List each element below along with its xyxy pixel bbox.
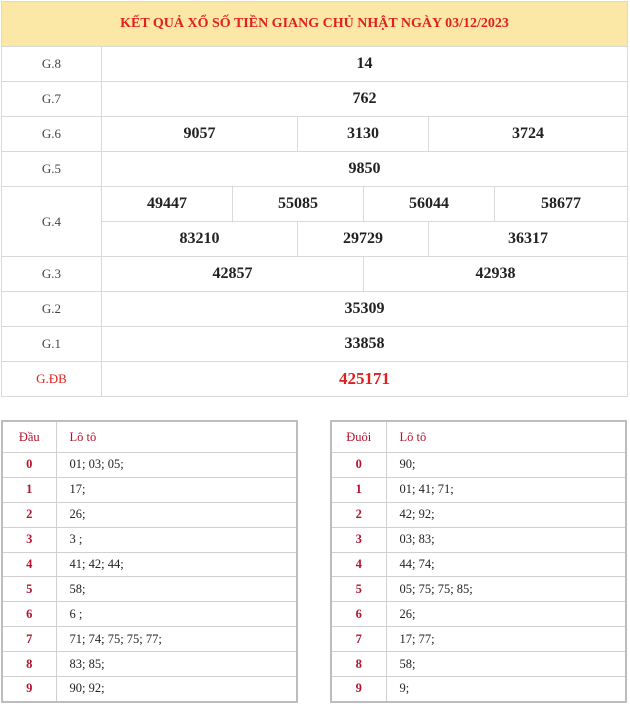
prize-row-special	[2, 362, 628, 397]
digit-cell: 7	[331, 627, 386, 652]
table-row	[331, 602, 626, 627]
results-table	[1, 1, 628, 397]
prize-label: G.2	[2, 292, 102, 327]
digit-cell: 7	[2, 627, 56, 652]
digit-cell: 1	[331, 477, 386, 502]
prize-label: G.6	[2, 117, 102, 152]
loto-header: Lô tô	[56, 421, 297, 453]
loto-cell: 90; 92;	[56, 677, 297, 702]
loto-cell: 6 ;	[56, 602, 297, 627]
table-row	[2, 453, 297, 478]
duoi-header: Đuôi	[331, 421, 386, 453]
special-prize-label: G.ĐB	[2, 362, 102, 397]
prize-row-g5	[2, 152, 628, 187]
loto-cell: 03; 83;	[386, 527, 626, 552]
loto-cell: 71; 74; 75; 75; 77;	[56, 627, 297, 652]
loto-cell: 44; 74;	[386, 552, 626, 577]
loto-cell: 01; 03; 05;	[56, 453, 297, 478]
digit-cell: 0	[331, 453, 386, 478]
digit-cell: 6	[331, 602, 386, 627]
prize-number: 58677	[495, 187, 628, 222]
digit-cell: 9	[2, 677, 56, 702]
table-row	[2, 527, 297, 552]
duoi-loto-table	[330, 420, 627, 703]
prize-number: 49447	[102, 187, 233, 222]
loto-cell: 17; 77;	[386, 627, 626, 652]
loto-header: Lô tô	[386, 421, 626, 453]
table-row	[331, 577, 626, 602]
digit-cell: 3	[2, 527, 56, 552]
table-row	[331, 677, 626, 702]
digit-cell: 4	[331, 552, 386, 577]
prize-number: 14	[102, 47, 628, 82]
prize-number: 36317	[429, 222, 628, 257]
prize-label: G.8	[2, 47, 102, 82]
digit-cell: 8	[331, 652, 386, 677]
prize-label: G.4	[2, 187, 102, 257]
table-row	[331, 652, 626, 677]
table-row	[2, 652, 297, 677]
special-prize-number: 425171	[102, 362, 628, 397]
prize-row-g6	[2, 117, 628, 152]
prize-number: 9057	[102, 117, 298, 152]
prize-row-g1	[2, 327, 628, 362]
digit-cell: 0	[2, 453, 56, 478]
prize-number: 33858	[102, 327, 628, 362]
table-row	[331, 627, 626, 652]
table-row	[2, 677, 297, 702]
prize-number: 3130	[298, 117, 429, 152]
loto-cell: 26;	[56, 502, 297, 527]
prize-row-g4	[2, 187, 628, 222]
loto-cell: 05; 75; 75; 85;	[386, 577, 626, 602]
loto-cell: 42; 92;	[386, 502, 626, 527]
loto-cell: 41; 42; 44;	[56, 552, 297, 577]
prize-number: 3724	[429, 117, 628, 152]
prize-row-g7	[2, 82, 628, 117]
prize-label: G.7	[2, 82, 102, 117]
prize-row-g2	[2, 292, 628, 327]
table-row	[331, 552, 626, 577]
digit-cell: 5	[2, 577, 56, 602]
prize-row-g8	[2, 47, 628, 82]
table-row	[2, 577, 297, 602]
prize-number: 35309	[102, 292, 628, 327]
loto-cell: 58;	[56, 577, 297, 602]
loto-cell: 17;	[56, 477, 297, 502]
table-row	[331, 502, 626, 527]
prize-label: G.5	[2, 152, 102, 187]
prize-number: 762	[102, 82, 628, 117]
digit-cell: 4	[2, 552, 56, 577]
loto-cell: 01; 41; 71;	[386, 477, 626, 502]
prize-number: 83210	[102, 222, 298, 257]
loto-cell: 9;	[386, 677, 626, 702]
digit-cell: 2	[331, 502, 386, 527]
digit-cell: 6	[2, 602, 56, 627]
digit-cell: 8	[2, 652, 56, 677]
digit-cell: 1	[2, 477, 56, 502]
table-row	[331, 477, 626, 502]
prize-number: 55085	[233, 187, 364, 222]
page-title: KẾT QUẢ XỔ SỐ TIỀN GIANG CHỦ NHẬT NGÀY 03/12/2023	[2, 2, 628, 47]
digit-cell: 3	[331, 527, 386, 552]
table-row	[2, 502, 297, 527]
table-row	[331, 453, 626, 478]
dau-header: Đầu	[2, 421, 56, 453]
prize-label: G.1	[2, 327, 102, 362]
table-row	[2, 552, 297, 577]
digit-cell: 5	[331, 577, 386, 602]
prize-number: 9850	[102, 152, 628, 187]
prize-number: 42938	[364, 257, 628, 292]
prize-number: 29729	[298, 222, 429, 257]
prize-row-g3	[2, 257, 628, 292]
loto-cell: 26;	[386, 602, 626, 627]
loto-cell: 58;	[386, 652, 626, 677]
loto-cell: 3 ;	[56, 527, 297, 552]
table-row	[331, 527, 626, 552]
loto-cell: 90;	[386, 453, 626, 478]
table-row	[2, 477, 297, 502]
prize-number: 56044	[364, 187, 495, 222]
dau-loto-table	[1, 420, 298, 703]
table-row	[2, 602, 297, 627]
loto-cell: 83; 85;	[56, 652, 297, 677]
prize-number: 42857	[102, 257, 364, 292]
table-row	[2, 627, 297, 652]
digit-cell: 2	[2, 502, 56, 527]
digit-cell: 9	[331, 677, 386, 702]
prize-label: G.3	[2, 257, 102, 292]
